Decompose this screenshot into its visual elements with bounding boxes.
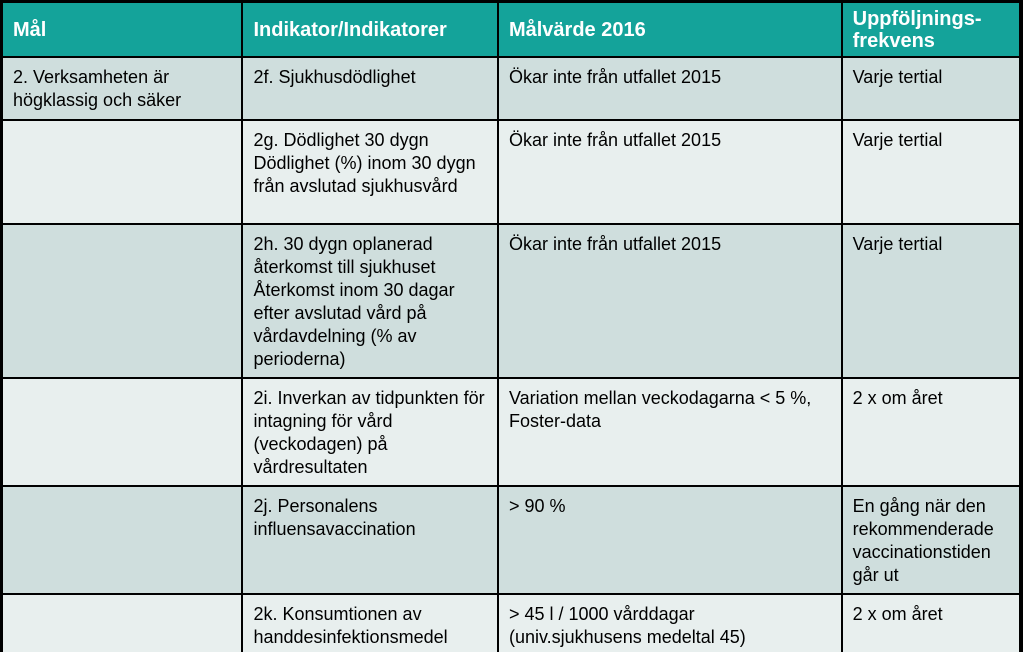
cell-frequency: En gång när den rekommenderade vaccinationstiden går ut bbox=[843, 487, 1019, 593]
cell-frequency: 2 x om året bbox=[843, 379, 1019, 485]
cell-indicator: 2g. Dödlighet 30 dygn Dödlighet (%) inom 30 dygn från avslutad sjukhusvård bbox=[243, 121, 497, 223]
table-body bbox=[3, 58, 1019, 652]
cell-indicator: 2f. Sjukhusdödlighet bbox=[243, 58, 497, 119]
header-target-2016: Målvärde 2016 bbox=[499, 3, 841, 56]
cell-frequency: Varje tertial bbox=[843, 121, 1019, 223]
cell-goal bbox=[3, 487, 241, 593]
header-follow-up-frequency: Uppföljnings-frekvens bbox=[843, 3, 1019, 56]
cell-frequency: 2 x om året bbox=[843, 595, 1019, 652]
cell-target: Ökar inte från utfallet 2015 bbox=[499, 121, 841, 223]
table-row bbox=[3, 121, 1019, 223]
cell-indicator: 2k. Konsumtionen av handdesinfektionsmedel bbox=[243, 595, 497, 652]
cell-goal bbox=[3, 225, 241, 377]
cell-frequency: Varje tertial bbox=[843, 225, 1019, 377]
cell-goal bbox=[3, 595, 241, 652]
goals-indicator-table bbox=[1, 1, 1021, 652]
cell-goal bbox=[3, 121, 241, 223]
cell-indicator: 2i. Inverkan av tidpunkten för intagning för vård (veckodagen) på vårdresultaten bbox=[243, 379, 497, 485]
table-row bbox=[3, 595, 1019, 652]
cell-goal bbox=[3, 379, 241, 485]
cell-target: > 90 % bbox=[499, 487, 841, 593]
cell-indicator: 2j. Personalens influensavaccination bbox=[243, 487, 497, 593]
header-goal: Mål bbox=[3, 3, 241, 56]
cell-target: Ökar inte från utfallet 2015 bbox=[499, 58, 841, 119]
table-row bbox=[3, 379, 1019, 485]
table-header bbox=[3, 3, 1019, 56]
cell-indicator: 2h. 30 dygn oplanerad återkomst till sjukhuset Återkomst inom 30 dagar efter avslutad vård på vårdavdelning (% av perioderna) bbox=[243, 225, 497, 377]
cell-goal: 2. Verksamheten är högklassig och säker bbox=[3, 58, 241, 119]
table-row bbox=[3, 487, 1019, 593]
cell-target: Variation mellan veckodagarna < 5 %, Foster-data bbox=[499, 379, 841, 485]
table-row bbox=[3, 58, 1019, 119]
cell-frequency: Varje tertial bbox=[843, 58, 1019, 119]
cell-target: Ökar inte från utfallet 2015 bbox=[499, 225, 841, 377]
header-indicator: Indikator/Indikatorer bbox=[243, 3, 497, 56]
header-row bbox=[3, 3, 1019, 56]
cell-target: > 45 l / 1000 vårddagar (univ.sjukhusens medeltal 45) bbox=[499, 595, 841, 652]
table-row bbox=[3, 225, 1019, 377]
